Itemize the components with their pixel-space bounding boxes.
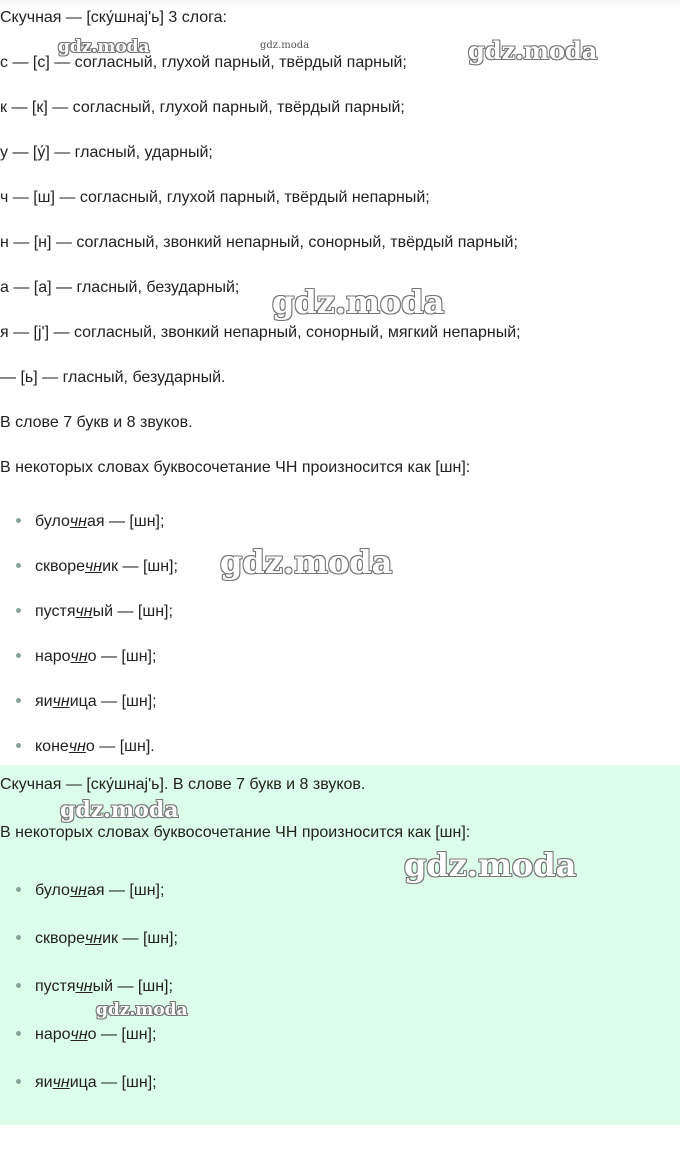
watermark: gdz.moda <box>220 543 393 581</box>
watermark: gdz.moda <box>404 846 577 884</box>
list-item: скворечник — [шн]; <box>16 929 178 949</box>
bullet-icon <box>16 1031 21 1036</box>
watermark: gdz.moda <box>272 283 445 321</box>
bullet-icon <box>16 518 21 523</box>
sound-line-k: к — [к] — согласный, глухой парный, твёрдый парный; <box>0 99 405 116</box>
watermark: gdz.moda <box>96 1000 188 1020</box>
list-item: пустячный — [шн]; <box>16 977 173 997</box>
list-item: нарочно — [шн]; <box>16 1025 156 1045</box>
list-item: яичница — [шн]; <box>16 692 157 712</box>
bullet-icon <box>16 935 21 940</box>
chn-rule: В некоторых словах буквосочетание ЧН произносится как [шн]: <box>0 459 471 476</box>
sound-line-ch: ч — [ш] — согласный, глухой парный, твёрдый непарный; <box>0 189 430 206</box>
watermark: gdz.moda <box>260 40 310 51</box>
syllable-heading: Скучная — [ску́шнај'ь] 3 слога: <box>0 9 227 26</box>
summary-heading: Скучная — [ску́шнај'ь]. В слове 7 букв и 8 звуков. <box>0 776 366 793</box>
bullet-icon <box>16 1079 21 1084</box>
bullet-icon <box>16 743 21 748</box>
sound-line-u: у — [у́] — гласный, ударный; <box>0 144 213 161</box>
bullet-icon <box>16 887 21 892</box>
list-item: булочная — [шн]; <box>16 512 164 532</box>
list-item: булочная — [шн]; <box>16 881 164 901</box>
watermark: gdz.moda <box>60 797 179 823</box>
bullet-icon <box>16 608 21 613</box>
list-item: конечно — [шн]. <box>16 737 155 757</box>
sound-line-s: с — [с] — согласный, глухой парный, твёрдый парный; <box>0 54 407 71</box>
sound-line-n: н — [н] — согласный, звонкий непарный, сонорный, твёрдый парный; <box>0 234 518 251</box>
summary-rule: В некоторых словах буквосочетание ЧН произносится как [шн]: <box>0 824 471 841</box>
list-item: скворечник — [шн]; <box>16 557 178 577</box>
list-item: яичница — [шн]; <box>16 1073 157 1093</box>
top-divider <box>0 0 680 8</box>
watermark: gdz.moda <box>468 36 598 65</box>
letters-count: В слове 7 букв и 8 звуков. <box>0 414 193 431</box>
sound-line-a: а — [а] — гласный, безударный; <box>0 279 240 296</box>
sound-line-ya: я — [j'] — согласный, звонкий непарный, сонорный, мягкий непарный; <box>0 324 521 341</box>
list-item: нарочно — [шн]; <box>16 647 156 667</box>
bullet-icon <box>16 653 21 658</box>
bullet-icon <box>16 698 21 703</box>
list-item: пустячный — [шн]; <box>16 602 173 622</box>
watermark: gdz.moda <box>58 37 150 57</box>
bullet-icon <box>16 983 21 988</box>
bullet-icon <box>16 563 21 568</box>
sound-line-soft: — [ь] — гласный, безударный. <box>0 369 226 386</box>
